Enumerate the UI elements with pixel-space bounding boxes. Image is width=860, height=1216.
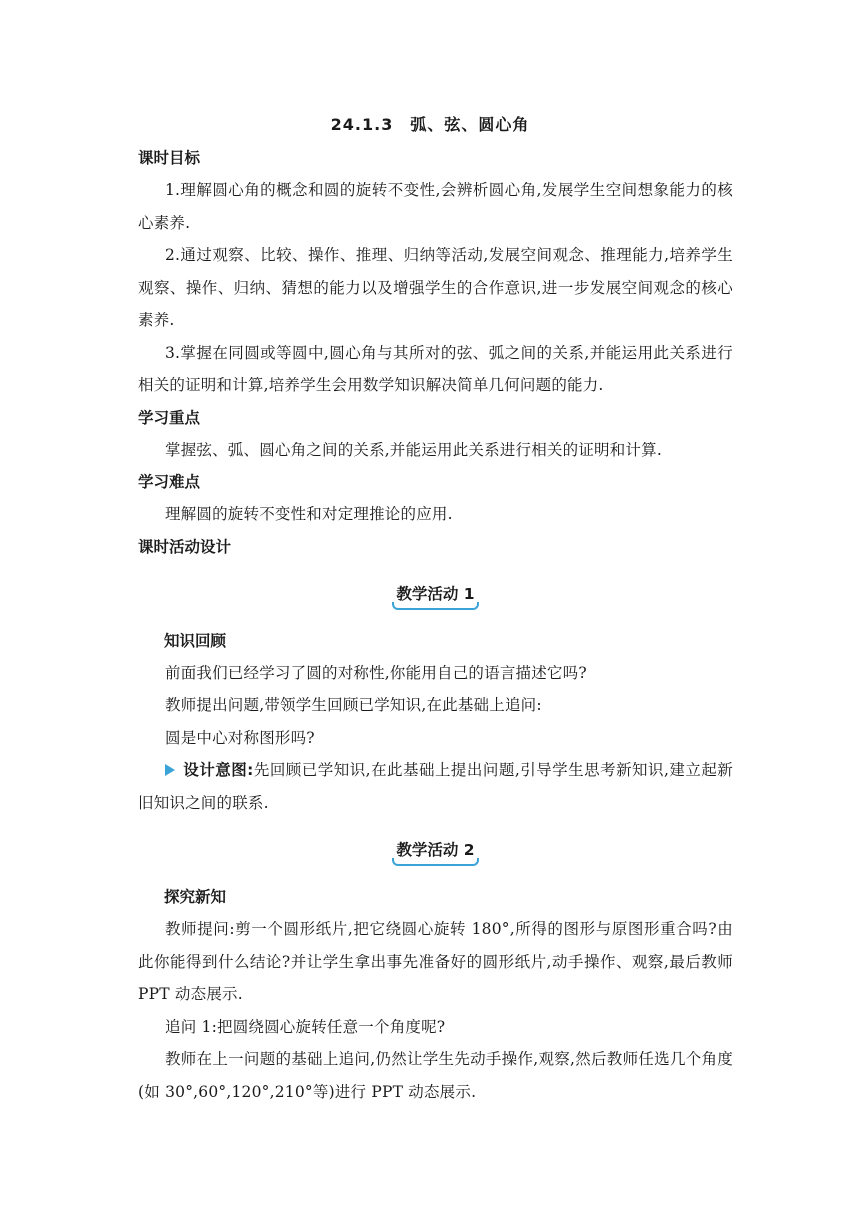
activity-2-paragraph: 教师提问:剪一个圆形纸片,把它绕圆心旋转 180°,所得的图形与原图形重合吗?由此你能得到什么结论?并让学生拿出事先准备好的圆形纸片,动手操作、观察,最后教师 PPT 动态展示. (138, 920, 733, 1003)
activity-2-paragraph: 追问 1:把圆绕圆心旋转任意一个角度呢? (165, 1017, 446, 1036)
activity-2-paragraph: 教师在上一问题的基础上追问,仍然让学生先动手操作,观察,然后教师任选几个角度(如 30°,60°,120°,210°等)进行 PPT 动态展示. (138, 1050, 733, 1101)
page-title: 24.1.3 弧、弦、圆心角 (330, 115, 530, 134)
lesson-content (138, 142, 733, 1108)
difficulties-heading: 学习难点 (138, 473, 201, 491)
activity-1-paragraph: 教师提出问题,带领学生回顾已学知识,在此基础上追问: (165, 696, 542, 714)
objectives-heading: 课时目标 (138, 149, 201, 167)
design-intent (138, 754, 733, 819)
activity-1-badge: 教学活动 1 (392, 578, 478, 610)
activity-2-badge-row (138, 819, 733, 881)
activity-2-subheading: 探究新知 (164, 888, 227, 906)
design-intent-label: 设计意图: (183, 761, 254, 779)
design-heading: 课时活动设计 (138, 537, 232, 556)
activity-1-subheading: 知识回顾 (164, 631, 227, 650)
activity-2-badge: 教学活动 2 (392, 834, 478, 866)
activity-1-badge-row (138, 563, 733, 625)
design-intent-text: 先回顾已学知识,在此基础上提出问题,引导学生思考新知识,建立起新旧知识之间的联系. (138, 761, 734, 812)
key-points-text: 掌握弦、弧、圆心角之间的关系,并能运用此关系进行相关的证明和计算. (165, 440, 662, 459)
objective-3: 3.掌握在同圆或等圆中,圆心角与其所对的弦、弧之间的关系,并能运用此关系进行相关的证明和计算,培养学生会用数学知识解决简单几何问题的能力. (138, 343, 733, 394)
difficulties-text: 理解圆的旋转不变性和对定理推论的应用. (165, 505, 453, 523)
triangle-bullet-icon (165, 764, 175, 776)
activity-1-paragraph: 前面我们已经学习了圆的对称性,你能用自己的语言描述它吗? (165, 663, 587, 682)
key-points-heading: 学习重点 (138, 408, 201, 427)
objective-2: 2.通过观察、比较、操作、推理、归纳等活动,发展空间观念、推理能力,培养学生观察、操作、归纳、猜想的能力以及增强学生的合作意识,进一步发展空间观念的核心素养. (138, 246, 733, 329)
objective-1: 1.理解圆心角的概念和圆的旋转不变性,会辨析圆心角,发展学生空间想象能力的核心素养. (138, 181, 733, 232)
activity-1-paragraph: 圆是中心对称图形吗? (165, 728, 315, 747)
